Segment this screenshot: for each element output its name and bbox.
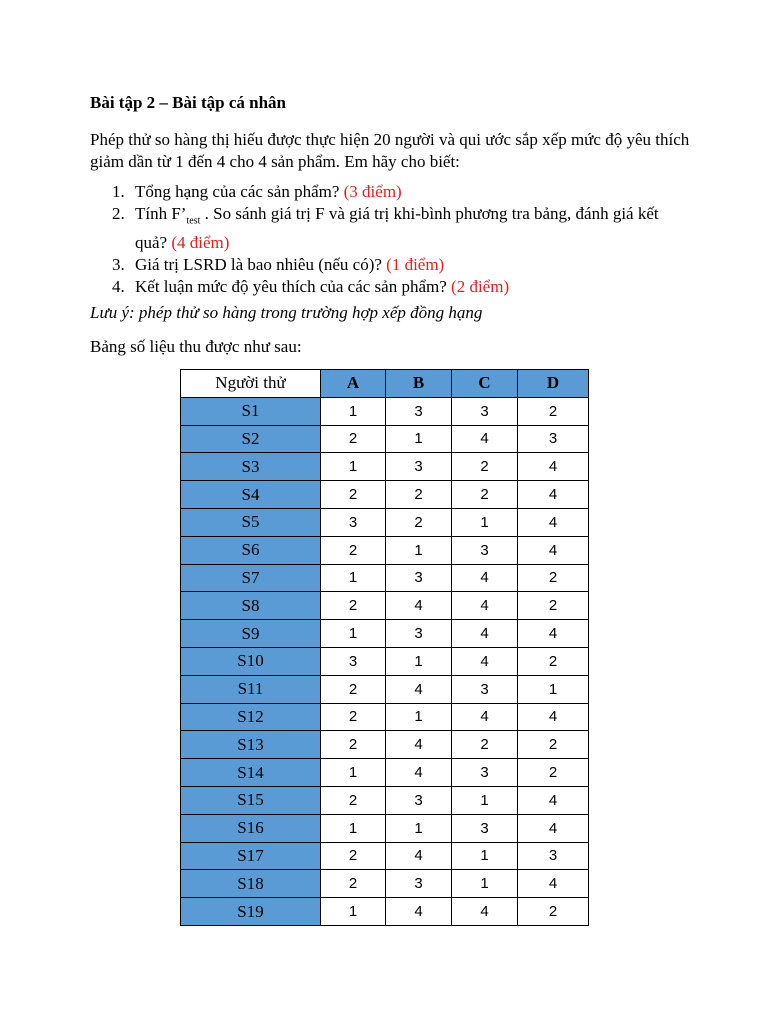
rank-cell: 4 xyxy=(518,508,589,536)
question-text: Kết luận mức độ yêu thích của các sản phẩm? xyxy=(135,277,452,297)
rank-cell: 3 xyxy=(518,425,589,453)
rank-cell: 1 xyxy=(321,759,386,787)
question-text: Tính F’ xyxy=(135,204,187,223)
rank-cell: 4 xyxy=(518,536,589,564)
rank-cell: 1 xyxy=(386,703,452,731)
rank-cell: 3 xyxy=(386,564,452,592)
rank-cell: 3 xyxy=(321,508,386,536)
column-header-c: C xyxy=(452,370,518,398)
rank-cell: 3 xyxy=(386,620,452,648)
rank-cell: 1 xyxy=(321,898,386,926)
rank-cell: 1 xyxy=(386,536,452,564)
subject-cell: S17 xyxy=(181,842,321,870)
table-row xyxy=(181,508,589,536)
table-row xyxy=(181,425,589,453)
rank-cell: 4 xyxy=(386,731,452,759)
rank-cell: 3 xyxy=(386,786,452,814)
question-number: 1. xyxy=(112,182,125,201)
rank-cell: 2 xyxy=(321,870,386,898)
rank-cell: 4 xyxy=(518,481,589,509)
rank-cell: 4 xyxy=(518,703,589,731)
subject-cell: S4 xyxy=(181,481,321,509)
rank-cell: 2 xyxy=(321,425,386,453)
table-row xyxy=(181,564,589,592)
rank-cell: 3 xyxy=(452,814,518,842)
subject-cell: S13 xyxy=(181,731,321,759)
rank-cell: 4 xyxy=(452,647,518,675)
rank-cell: 2 xyxy=(452,481,518,509)
rank-cell: 2 xyxy=(518,759,589,787)
table-row xyxy=(181,731,589,759)
table-row xyxy=(181,620,589,648)
table-row xyxy=(181,453,589,481)
rank-cell: 2 xyxy=(321,481,386,509)
question-number: 2. xyxy=(112,204,125,223)
table-body xyxy=(181,397,589,925)
table-row xyxy=(181,842,589,870)
rank-cell: 4 xyxy=(386,759,452,787)
subject-cell: S12 xyxy=(181,703,321,731)
rank-cell: 2 xyxy=(518,647,589,675)
table-row xyxy=(181,759,589,787)
rank-cell: 4 xyxy=(518,620,589,648)
table-row xyxy=(181,703,589,731)
question-item xyxy=(90,276,690,298)
question-number: 3. xyxy=(112,255,125,275)
note-text: Lưu ý: phép thử so hàng trong trường hợp xếp đồng hạng xyxy=(90,303,483,323)
question-points: (4 điểm) xyxy=(171,233,230,253)
rank-cell: 3 xyxy=(452,675,518,703)
rank-cell: 2 xyxy=(321,842,386,870)
subject-cell: S15 xyxy=(181,786,321,814)
column-header-subject: Người thử xyxy=(181,370,321,398)
rank-cell: 1 xyxy=(321,620,386,648)
rank-cell: 4 xyxy=(452,898,518,926)
rank-cell: 3 xyxy=(386,453,452,481)
subject-cell: S8 xyxy=(181,592,321,620)
rank-cell: 2 xyxy=(321,703,386,731)
question-list xyxy=(90,181,690,298)
table-row xyxy=(181,675,589,703)
rank-cell: 3 xyxy=(452,759,518,787)
table-row xyxy=(181,898,589,926)
subject-cell: S2 xyxy=(181,425,321,453)
column-header-d: D xyxy=(518,370,589,398)
rank-cell: 4 xyxy=(452,564,518,592)
rank-cell: 2 xyxy=(452,731,518,759)
rank-cell: 4 xyxy=(386,592,452,620)
rank-cell: 4 xyxy=(386,675,452,703)
table-row xyxy=(181,592,589,620)
ranking-table xyxy=(180,369,589,926)
question-item xyxy=(90,181,690,203)
rank-cell: 4 xyxy=(518,814,589,842)
table-row xyxy=(181,870,589,898)
rank-cell: 3 xyxy=(452,536,518,564)
rank-cell: 2 xyxy=(518,564,589,592)
subject-cell: S3 xyxy=(181,453,321,481)
subject-cell: S11 xyxy=(181,675,321,703)
question-text-continued: . So sánh giá trị F và giá trị khi-bình phương tra bảng, đánh giá kết quả? xyxy=(135,204,659,253)
question-item xyxy=(90,254,690,276)
rank-cell: 2 xyxy=(518,731,589,759)
question-item xyxy=(90,203,690,254)
subject-cell: S14 xyxy=(181,759,321,787)
table-row xyxy=(181,481,589,509)
question-text: Giá trị LSRD là bao nhiêu (nếu có)? xyxy=(135,255,387,275)
rank-cell: 4 xyxy=(452,592,518,620)
rank-cell: 3 xyxy=(321,647,386,675)
exercise-title: Bài tập 2 – Bài tập cá nhân xyxy=(90,93,287,112)
rank-cell: 4 xyxy=(518,870,589,898)
rank-cell: 1 xyxy=(321,564,386,592)
rank-cell: 2 xyxy=(518,898,589,926)
column-header-b: B xyxy=(386,370,452,398)
rank-cell: 1 xyxy=(452,870,518,898)
rank-cell: 2 xyxy=(386,481,452,509)
rank-cell: 4 xyxy=(386,898,452,926)
rank-cell: 4 xyxy=(518,786,589,814)
rank-cell: 1 xyxy=(386,814,452,842)
table-row xyxy=(181,647,589,675)
table-header-row xyxy=(181,370,589,398)
exercise-intro: Phép thử so hàng thị hiếu được thực hiện 20 người và qui ước sắp xếp mức độ yêu thích giảm dần từ 1 đến 4 cho 4 sản phẩm. Em hãy cho biết: xyxy=(90,130,690,171)
rank-cell: 2 xyxy=(518,397,589,425)
rank-cell: 2 xyxy=(518,592,589,620)
rank-cell: 1 xyxy=(452,508,518,536)
rank-cell: 4 xyxy=(386,842,452,870)
question-text: Tổng hạng của các sản phẩm? xyxy=(135,182,344,201)
rank-cell: 2 xyxy=(321,786,386,814)
subject-cell: S5 xyxy=(181,508,321,536)
rank-cell: 3 xyxy=(386,397,452,425)
subject-cell: S10 xyxy=(181,647,321,675)
rank-cell: 1 xyxy=(452,842,518,870)
question-number: 4. xyxy=(112,277,125,297)
rank-cell: 2 xyxy=(386,508,452,536)
rank-cell: 3 xyxy=(518,842,589,870)
rank-cell: 2 xyxy=(321,592,386,620)
table-caption: Bảng số liệu thu được như sau: xyxy=(90,337,302,357)
rank-cell: 1 xyxy=(386,647,452,675)
table-row xyxy=(181,536,589,564)
subject-cell: S9 xyxy=(181,620,321,648)
rank-cell: 3 xyxy=(452,397,518,425)
rank-cell: 1 xyxy=(321,453,386,481)
question-points: (1 điểm) xyxy=(386,255,445,275)
question-points: (2 điểm) xyxy=(451,277,510,297)
rank-cell: 1 xyxy=(386,425,452,453)
table-row xyxy=(181,786,589,814)
subject-cell: S1 xyxy=(181,397,321,425)
rank-cell: 1 xyxy=(518,675,589,703)
subject-cell: S6 xyxy=(181,536,321,564)
document-page xyxy=(90,92,690,366)
rank-cell: 4 xyxy=(452,425,518,453)
rank-cell: 4 xyxy=(452,703,518,731)
subject-cell: S19 xyxy=(181,898,321,926)
rank-cell: 1 xyxy=(321,397,386,425)
question-points: (3 điểm) xyxy=(343,182,402,201)
rank-cell: 2 xyxy=(452,453,518,481)
question-subscript: test xyxy=(186,215,201,227)
column-header-a: A xyxy=(321,370,386,398)
rank-cell: 2 xyxy=(321,675,386,703)
table-row xyxy=(181,397,589,425)
rank-cell: 2 xyxy=(321,536,386,564)
rank-cell: 2 xyxy=(321,731,386,759)
subject-cell: S7 xyxy=(181,564,321,592)
rank-cell: 4 xyxy=(452,620,518,648)
subject-cell: S16 xyxy=(181,814,321,842)
rank-cell: 3 xyxy=(386,870,452,898)
subject-cell: S18 xyxy=(181,870,321,898)
rank-cell: 1 xyxy=(452,786,518,814)
rank-cell: 4 xyxy=(518,453,589,481)
rank-cell: 1 xyxy=(321,814,386,842)
table-row xyxy=(181,814,589,842)
